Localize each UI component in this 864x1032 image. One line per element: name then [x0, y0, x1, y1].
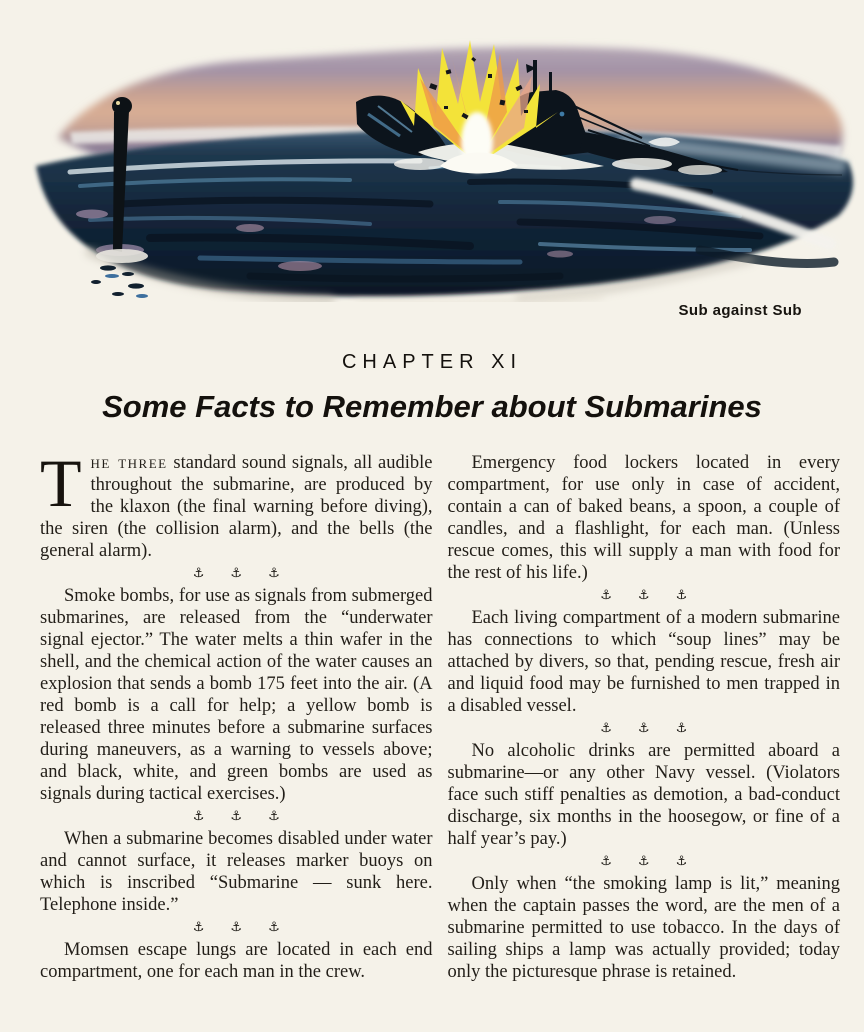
paragraph-smoke-bombs: Smoke bombs, for use as signals from submerged submarines, are released from the “underwater signal ejector.” The water melts a thin wafer in the shell, and the chemical action of the water causes an explosion that sends a bomb 175 feet into the air. (A red bomb is a call for help; a yellow bomb is released three minutes before a submarine surfaces during maneuvers, as a warning to vessels above; and black, white, and green bombs are used as signals during tactical exercises.) — [40, 586, 433, 804]
chapter-heading: CHAPTER XI — [341, 351, 523, 373]
lead-small-caps: he three — [90, 453, 168, 473]
paragraph-no-alcohol: No alcoholic drinks are permitted aboard a submarine—or any other Navy vessel. (Violators face such stiff penalties as demotion, a bad-conduct discharge, six months in the hoosegow, or fine of a half year’s pay.) — [447, 741, 840, 849]
text-columns — [40, 445, 840, 983]
paragraph-food-lockers: Emergency food lockers located in every compartment, for use only in case of accident, contain a can of baked beans, a spoon, a couple of candles, and a flashlight, for each man. (Unless rescue comes, this will supply a man with food for the rest of his life.) — [447, 453, 840, 583]
paragraph-momsen-lungs: Momsen escape lungs are located in each end compartment, one for each man in the crew. — [40, 940, 433, 982]
left-column — [40, 445, 433, 983]
illustration-caption: Sub against Sub — [678, 302, 802, 319]
page-title: Some Facts to Remember about Submarines — [102, 389, 762, 424]
paragraph-marker-buoys: When a submarine becomes disabled under water and cannot surface, it releases marker buoys on which is inscribed “Submarine — sunk here. Telephone inside.” — [40, 829, 433, 915]
anchor-separator: ⚓ ⚓ ⚓ — [192, 566, 280, 581]
anchor-separator: ⚓ ⚓ ⚓ — [192, 809, 280, 824]
paragraph-text: standard sound signals, all audible throughout the submarine, are produced by the klaxon (the final warning before diving), the siren (the collision alarm), and the bells (the general alarm). — [40, 453, 433, 561]
drop-cap: T — [40, 445, 82, 521]
anchor-separator: ⚓ ⚓ ⚓ — [600, 721, 688, 736]
paragraph-signals — [40, 445, 433, 562]
paragraph-soup-lines: Each living compartment of a modern submarine has connections to which “soup lines” may be attached by divers, so that, pending rescue, fresh air and liquid food may be furnished to men trapped in a disabled vessel. — [447, 608, 840, 716]
paragraph-smoking-lamp: Only when “the smoking lamp is lit,” meaning when the captain passes the word, are the men of a submarine permitted to use tobacco. In the days of sailing ships a lamp was actually provided; today only the picturesque phrase is retained. — [447, 874, 840, 982]
anchor-separator: ⚓ ⚓ ⚓ — [600, 588, 688, 603]
right-column — [448, 452, 841, 983]
anchor-separator: ⚓ ⚓ ⚓ — [600, 854, 688, 869]
submarine-illustration — [0, 14, 864, 302]
anchor-separator: ⚓ ⚓ ⚓ — [192, 920, 280, 935]
